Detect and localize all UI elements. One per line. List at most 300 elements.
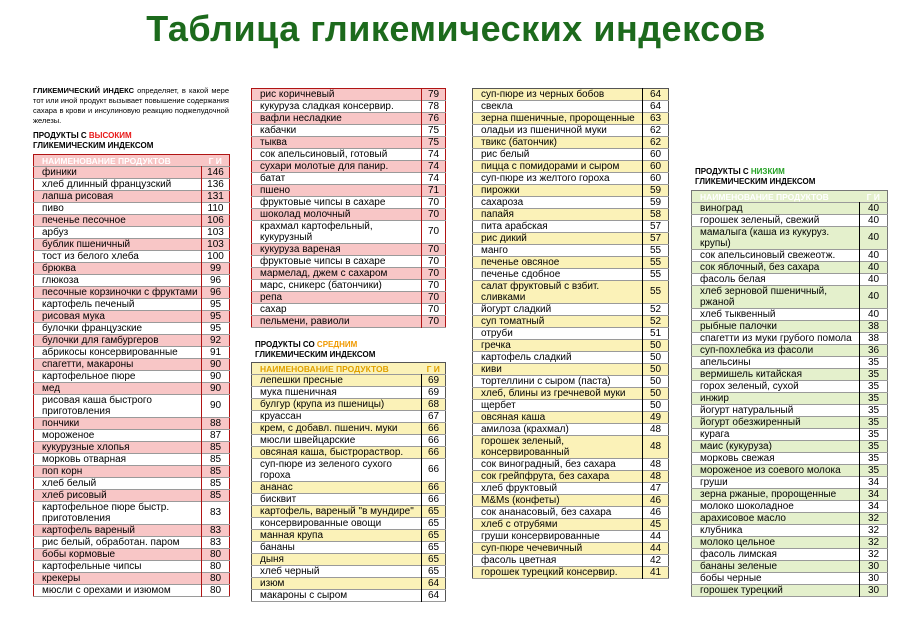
- product-name: суп-пюре из зеленого сухого гороха: [260, 459, 392, 481]
- table-row: [692, 357, 888, 369]
- gi-value: 50: [643, 340, 669, 352]
- table-row: [473, 221, 669, 233]
- table-row: [473, 543, 669, 555]
- gi-value: 96: [202, 287, 230, 299]
- product-name: фруктовые чипсы в сахаре: [260, 255, 386, 267]
- gi-value: 92: [202, 335, 230, 347]
- product-name: макароны с сыром: [260, 589, 348, 601]
- product-name: тортеллини с сыром (паста): [481, 375, 611, 387]
- table-row: [473, 281, 669, 304]
- table-row: [34, 263, 230, 275]
- gi-value: 70: [422, 256, 446, 268]
- section-low-heading: ПРОДУКТЫ С НИЗКИМ ГЛИКЕМИЧЕСКИМ ИНДЕКСОМ: [695, 167, 816, 186]
- gi-value: 40: [860, 286, 888, 309]
- table-row: [692, 381, 888, 393]
- product-name: картофель сладкий: [481, 351, 572, 363]
- product-name: крекеры: [42, 572, 81, 584]
- table-row: [34, 239, 230, 251]
- gi-value: 41: [643, 567, 669, 579]
- table-row: [34, 323, 230, 335]
- mid-gi-table: [251, 362, 446, 602]
- table-row: [692, 203, 888, 215]
- gi-value: 70: [422, 292, 446, 304]
- product-name: рисовая мука: [42, 310, 105, 322]
- gi-value: 40: [860, 250, 888, 262]
- gi-value: 58: [643, 209, 669, 221]
- gi-value: 59: [643, 197, 669, 209]
- gi-value: 90: [202, 371, 230, 383]
- gi-value: 51: [643, 328, 669, 340]
- table-row: [692, 477, 888, 489]
- table-row: [34, 502, 230, 525]
- table-row: [473, 424, 669, 436]
- table-row: [692, 417, 888, 429]
- product-name: морковь свежая: [700, 452, 775, 464]
- table-row: [692, 215, 888, 227]
- product-name: хлеб длинный французский: [42, 178, 172, 190]
- gi-value: 40: [860, 203, 888, 215]
- gi-value: 91: [202, 347, 230, 359]
- table-row: [34, 371, 230, 383]
- table-row: [473, 257, 669, 269]
- gi-value: 70: [422, 209, 446, 221]
- table-row: [252, 256, 446, 268]
- gi-value: 50: [643, 364, 669, 376]
- product-name: виноград: [700, 202, 743, 214]
- gi-value: 35: [860, 429, 888, 441]
- gi-value: 80: [202, 561, 230, 573]
- product-name: сок апельсиновый свежеотж.: [700, 249, 836, 261]
- gi-value: 35: [860, 417, 888, 429]
- product-name: суп-пюре из желтого гороха: [481, 172, 610, 184]
- gi-value: 70: [422, 197, 446, 209]
- product-name: картофель печеный: [42, 298, 135, 310]
- table-row: [692, 262, 888, 274]
- table-row: [252, 197, 446, 209]
- product-name: кукурузные хлопья: [42, 441, 130, 453]
- product-name: печенье сдобное: [481, 268, 561, 280]
- product-name: фасоль белая: [700, 273, 766, 285]
- gi-value: 35: [860, 369, 888, 381]
- table-row: [34, 299, 230, 311]
- table-row: [252, 304, 446, 316]
- product-name: оладьи из пшеничной муки: [481, 124, 607, 136]
- gi-value: 66: [422, 459, 446, 482]
- table-row: [473, 245, 669, 257]
- table-row: [34, 311, 230, 323]
- gi-value: 70: [422, 316, 446, 328]
- product-name: сок ананасовый, без сахара: [481, 506, 612, 518]
- gi-value: 35: [860, 381, 888, 393]
- gi-value: 90: [202, 383, 230, 395]
- product-name: хлеб, блины из гречневой муки: [481, 387, 626, 399]
- column-header-name: НАИМЕНОВАНИЕ ПРОДУКТОВ: [42, 155, 171, 166]
- product-name: зерна ржаные, пророщенные: [700, 488, 837, 500]
- product-name: свекла: [481, 100, 513, 112]
- table-row: [252, 542, 446, 554]
- product-name: горошек зеленый, свежий: [700, 214, 820, 226]
- product-name: картофельное пюре: [42, 370, 136, 382]
- gi-value: 85: [202, 454, 230, 466]
- table-row: [252, 411, 446, 423]
- gi-value: 78: [422, 101, 446, 113]
- gi-value: 95: [202, 299, 230, 311]
- table-row: [34, 561, 230, 573]
- gi-value: 30: [860, 573, 888, 585]
- product-name: сахароза: [481, 196, 524, 208]
- product-name: булгур (крупа из пшеницы): [260, 398, 385, 410]
- gi-value: 60: [643, 173, 669, 185]
- table-row: [252, 173, 446, 185]
- table-row: [34, 537, 230, 549]
- gi-value: 66: [422, 423, 446, 435]
- product-name: горох зеленый, сухой: [700, 380, 799, 392]
- gi-value: 32: [860, 513, 888, 525]
- table-row: [252, 113, 446, 125]
- gi-value: 63: [643, 113, 669, 125]
- table-row: [252, 280, 446, 292]
- gi-value: 136: [202, 179, 230, 191]
- gi-value: 95: [202, 311, 230, 323]
- gi-value: 80: [202, 573, 230, 585]
- product-name: рис коричневый: [260, 88, 335, 100]
- table-row: [473, 328, 669, 340]
- product-name: пельмени, равиоли: [260, 315, 350, 327]
- gi-value: 45: [643, 519, 669, 531]
- product-name: консервированные овощи: [260, 517, 382, 529]
- product-name: бобы кормовые: [42, 548, 116, 560]
- table-row: [252, 387, 446, 399]
- table-row: [473, 400, 669, 412]
- table-row: [34, 418, 230, 430]
- table-row: [252, 292, 446, 304]
- product-name: хлеб с отрубями: [481, 518, 558, 530]
- table-row: [34, 227, 230, 239]
- gi-value: 69: [422, 375, 446, 387]
- gi-value: 42: [643, 555, 669, 567]
- gi-value: 50: [643, 376, 669, 388]
- table-row: [692, 321, 888, 333]
- table-row: [34, 490, 230, 502]
- product-name: песочные корзиночки с фруктами: [42, 287, 198, 298]
- gi-value: 85: [202, 478, 230, 490]
- table-row: [692, 333, 888, 345]
- gi-value: 74: [422, 161, 446, 173]
- product-name: апельсины: [700, 356, 751, 368]
- gi-value: 40: [860, 227, 888, 250]
- gi-value: 38: [860, 321, 888, 333]
- product-name: твикс (батончик): [481, 136, 557, 148]
- table-row: [252, 89, 446, 101]
- product-name: рисовая каша быстрого приготовления: [42, 395, 152, 417]
- product-name: суп-пюре из черных бобов: [481, 88, 605, 100]
- product-name: мед: [42, 382, 61, 394]
- product-name: бисквит: [260, 493, 297, 505]
- product-name: вермишель китайская: [700, 368, 803, 380]
- product-name: зерна пшеничные, пророщенные: [481, 113, 635, 124]
- table-row: [34, 573, 230, 585]
- product-name: мороженое: [42, 429, 95, 441]
- gi-value: 35: [860, 357, 888, 369]
- table-row: [252, 161, 446, 173]
- gi-value: 34: [860, 501, 888, 513]
- product-name: сок грейпфрута, без сахара: [481, 470, 610, 482]
- product-name: пита арабская: [481, 220, 548, 232]
- gi-value: 48: [643, 459, 669, 471]
- product-name: хлеб черный: [260, 565, 320, 577]
- product-name: рыбные палочки: [700, 320, 777, 332]
- gi-value: 70: [422, 304, 446, 316]
- table-row: [692, 513, 888, 525]
- product-name: картофель вареный: [42, 524, 135, 536]
- high-gi-table: [33, 154, 230, 597]
- product-name: пончики: [42, 417, 80, 429]
- gi-value: 69: [422, 387, 446, 399]
- table-row: [473, 483, 669, 495]
- table-row: [473, 555, 669, 567]
- product-name: хлеб зерновой пшеничный, ржаной: [700, 286, 827, 308]
- table-row: [34, 203, 230, 215]
- table-row: [473, 233, 669, 245]
- table-row: [473, 388, 669, 400]
- page-title: Таблица гликемических индексов: [146, 8, 766, 49]
- product-name: бублик пшеничный: [42, 238, 131, 250]
- product-name: йогурт обезжиренный: [700, 416, 801, 428]
- product-name: бананы: [260, 541, 295, 553]
- table-row: [692, 274, 888, 286]
- product-name: сок яблочный, без сахара: [700, 261, 820, 273]
- table-row: [34, 585, 230, 597]
- gi-value: 34: [860, 477, 888, 489]
- product-name: дыня: [260, 553, 284, 565]
- table-row: [473, 364, 669, 376]
- gi-value: 85: [202, 442, 230, 454]
- gi-value: 60: [643, 161, 669, 173]
- column-header-gi: Г И: [426, 363, 440, 374]
- gi-value: 46: [643, 495, 669, 507]
- gi-value: 90: [202, 359, 230, 371]
- product-name: поп корн: [42, 465, 83, 477]
- gi-value: 65: [422, 506, 446, 518]
- gi-value: 103: [202, 227, 230, 239]
- product-name: пшено: [260, 184, 291, 196]
- table-row: [252, 459, 446, 482]
- gi-value: 35: [860, 393, 888, 405]
- gi-value: 96: [202, 275, 230, 287]
- gi-value: 47: [643, 483, 669, 495]
- table-row: [34, 478, 230, 490]
- gi-value: 34: [860, 489, 888, 501]
- product-name: фасоль цветная: [481, 554, 557, 566]
- table-row: [34, 442, 230, 454]
- product-name: гречка: [481, 339, 511, 351]
- product-name: папайя: [481, 208, 514, 220]
- gi-value: 74: [422, 173, 446, 185]
- table-row: [34, 275, 230, 287]
- product-name: хлеб тыквенный: [700, 308, 776, 320]
- table-row: [34, 454, 230, 466]
- product-name: сухари молотые для панир.: [260, 160, 389, 172]
- product-name: рис белый, обработан. паром: [42, 536, 180, 548]
- product-name: M&Ms (конфеты): [481, 494, 560, 506]
- gi-value: 40: [860, 274, 888, 286]
- product-name: мука пшеничная: [260, 386, 337, 398]
- table-row: [473, 101, 669, 113]
- product-name: лапша рисовая: [42, 190, 114, 202]
- table-row: [473, 567, 669, 579]
- gi-value: 83: [202, 502, 230, 525]
- product-name: арахисовое масло: [700, 512, 786, 524]
- table-row: [34, 287, 230, 299]
- gi-value: 85: [202, 466, 230, 478]
- gi-value: 30: [860, 561, 888, 573]
- mid-gi-table-continued: [472, 88, 669, 579]
- gi-value: 48: [643, 471, 669, 483]
- product-name: киви: [481, 363, 502, 375]
- gi-value: 40: [860, 215, 888, 227]
- product-name: горошек турецкий: [700, 584, 783, 596]
- product-name: репа: [260, 291, 283, 303]
- table-row: [252, 554, 446, 566]
- table-row: [34, 179, 230, 191]
- table-row: [692, 573, 888, 585]
- gi-value: 52: [643, 316, 669, 328]
- product-name: брюква: [42, 262, 76, 274]
- table-row: [692, 286, 888, 309]
- table-row: [252, 125, 446, 137]
- product-name: груши консервированные: [481, 530, 600, 542]
- gi-value: 44: [643, 543, 669, 555]
- product-name: манго: [481, 244, 508, 256]
- product-name: хлеб фруктовый: [481, 482, 558, 494]
- gi-value: 65: [422, 518, 446, 530]
- product-name: овсяная каша: [481, 411, 546, 423]
- table-row: [252, 578, 446, 590]
- table-row: [473, 507, 669, 519]
- product-name: тыква: [260, 136, 287, 148]
- product-name: картофель, вареный "в мундире": [260, 506, 414, 517]
- table-row: [252, 494, 446, 506]
- product-name: картофельные чипсы: [42, 560, 142, 572]
- product-name: крахмал картофельный, кукурузный: [260, 221, 373, 243]
- section-mid-heading: ПРОДУКТЫ СО СРЕДНИМ ГЛИКЕМИЧЕСКИМ ИНДЕКСОМ: [255, 340, 376, 359]
- gi-value: 75: [422, 137, 446, 149]
- table-row: [473, 149, 669, 161]
- table-row: [252, 149, 446, 161]
- table-row: [34, 167, 230, 179]
- table-row: [252, 482, 446, 494]
- product-name: круассан: [260, 410, 302, 422]
- table-row: [34, 251, 230, 263]
- table-row: [473, 209, 669, 221]
- table-row: [34, 430, 230, 442]
- table-row: [252, 375, 446, 387]
- gi-value: 64: [643, 101, 669, 113]
- table-row: [692, 501, 888, 513]
- product-name: марс, сникерс (батончики): [260, 279, 382, 291]
- product-name: лепешки пресные: [260, 374, 343, 386]
- gi-value: 71: [422, 185, 446, 197]
- gi-value: 103: [202, 239, 230, 251]
- gi-value: 100: [202, 251, 230, 263]
- table-row: [473, 531, 669, 543]
- table-row: [473, 412, 669, 424]
- product-name: суп-похлебка из фасоли: [700, 344, 814, 356]
- gi-value: 36: [860, 345, 888, 357]
- product-name: бананы зеленые: [700, 560, 778, 572]
- gi-value: 106: [202, 215, 230, 227]
- product-name: молоко шоколадное: [700, 500, 794, 512]
- table-row: [252, 101, 446, 113]
- table-row: [252, 447, 446, 459]
- gi-value: 110: [202, 203, 230, 215]
- product-name: пирожки: [481, 184, 520, 196]
- gi-value: 95: [202, 323, 230, 335]
- intro-definition: определяет, в какой мере тот или иной продукт вызывает повышение содержания сахара в крови и инсулиновую реакцию поджелудочной железы.: [33, 86, 229, 125]
- table-row: [473, 89, 669, 101]
- gi-value: 59: [643, 185, 669, 197]
- product-name: маис (кукуруза): [700, 440, 772, 452]
- gi-value: 64: [422, 590, 446, 602]
- gi-value: 38: [860, 333, 888, 345]
- product-name: крем, с добавл. пшенич. муки: [260, 422, 398, 434]
- product-name: йогурт натуральный: [700, 404, 794, 416]
- table-row: [692, 561, 888, 573]
- product-name: сок виноградный, без сахара: [481, 458, 616, 470]
- table-row: [252, 316, 446, 328]
- product-name: кукуруза вареная: [260, 243, 341, 255]
- table-row: [473, 436, 669, 459]
- product-name: тост из белого хлеба: [42, 250, 139, 262]
- gi-value: 62: [643, 137, 669, 149]
- product-name: амилоза (крахмал): [481, 423, 569, 435]
- product-name: овсяная каша, быстрораствор.: [260, 446, 404, 458]
- column-header-name: НАИМЕНОВАНИЕ ПРОДУКТОВ: [260, 363, 389, 374]
- gi-value: 87: [202, 430, 230, 442]
- product-name: курага: [700, 428, 730, 440]
- gi-value: 85: [202, 490, 230, 502]
- product-name: мюсли швейцарские: [260, 434, 356, 446]
- product-name: суп томатный: [481, 315, 545, 327]
- gi-value: 80: [202, 585, 230, 597]
- table-row: [473, 269, 669, 281]
- gi-value: 30: [860, 585, 888, 597]
- product-name: мамалыга (каша из кукуруз. крупы): [700, 227, 830, 249]
- product-name: финики: [42, 166, 77, 178]
- table-row: [252, 244, 446, 256]
- product-name: пиво: [42, 202, 64, 214]
- table-row: [692, 525, 888, 537]
- gi-value: 80: [202, 549, 230, 561]
- gi-value: 67: [422, 411, 446, 423]
- product-name: батат: [260, 172, 286, 184]
- gi-value: 40: [860, 309, 888, 321]
- gi-value: 35: [860, 453, 888, 465]
- table-row: [473, 376, 669, 388]
- high-gi-table-continued: [251, 88, 446, 328]
- table-row: [473, 340, 669, 352]
- product-name: йогурт сладкий: [481, 303, 552, 315]
- table-row: [34, 525, 230, 537]
- table-row: [252, 209, 446, 221]
- product-name: сахар: [260, 303, 287, 315]
- gi-value: 64: [643, 89, 669, 101]
- product-name: салат фруктовый с взбит. сливками: [481, 281, 600, 303]
- gi-value: 65: [422, 554, 446, 566]
- table-row: [692, 250, 888, 262]
- table-row: [692, 549, 888, 561]
- table-row: [473, 471, 669, 483]
